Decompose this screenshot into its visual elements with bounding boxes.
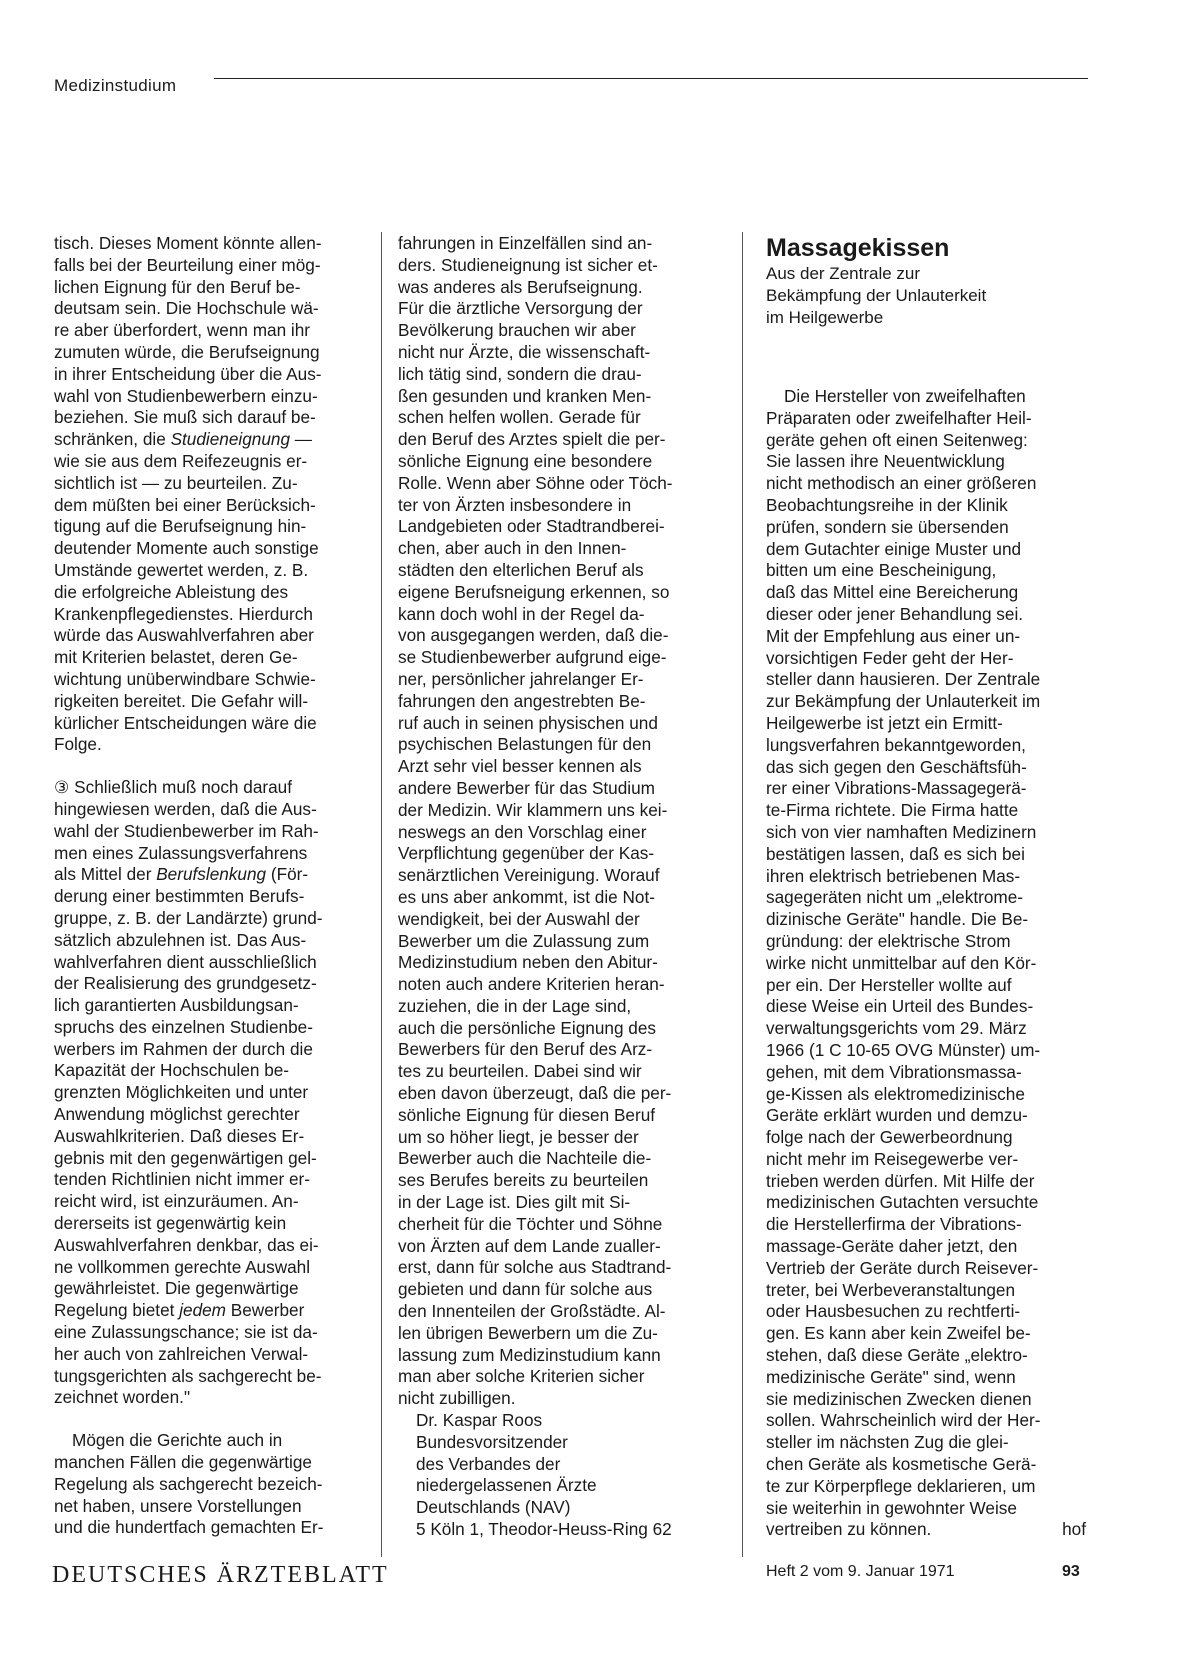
text-span: ③ Schließlich muß noch darauf hingewiesen werden, daß die Aus- wahl der Studienbewerber im Rah- men eines Zulassungsverfahrens als Mittel der — [54, 777, 319, 885]
paragraph-gap — [54, 756, 372, 777]
column-1-paragraph-2 — [54, 777, 372, 1409]
column-2 — [398, 233, 718, 1541]
column-1 — [54, 233, 372, 1539]
emphasis-text: jedem — [179, 1300, 226, 1321]
article-subtitle: Aus der Zentrale zur Bekämpfung der Unlauterkeit im Heilgewerbe — [766, 264, 987, 327]
article-body: Die Hersteller von zweifelhaften Präparaten oder zweifelhafter Heil- geräte gehen oft einen Seitenweg: Sie lassen ihre Neuentwicklung nicht methodisch an einer größeren Beobachtungsreihe in der Klinik prüfen, sondern sie übersenden dem Gutachter einige Muster und bitten um eine Bescheinigung, daß das Mittel eine Bereicherung dieser oder jener Behandlung sei. Mit der Empfehlung aus einer un- vorsichtigen Feder geht der Her- steller dann hausieren. Der Zentrale zur Bekämpfung der Unlauterkeit im Heilgewerbe ist jetzt ein Ermitt- lungsverfahren bekanntgeworden, das sich gegen den Geschäftsfüh- rer einer Vibrations-Massagegerä- te-Firma richtete. Die Firma hatte sich von vier namhaften Medizinern bestätigen lassen, daß es sich bei ihren elektrisch betriebenen Mas- sagegeräten nicht um „elektrome- dizinische Geräte" handle. Die Be- gründung: der elektrische Strom wirke nicht unmittelbar auf den Kör- per ein. Der Hersteller wollte auf diese Weise ein Urteil des Bundes- verwaltungsgerichts vom 29. März 1966 (1 C 10-65 OVG Münster) um- gehen, mit dem Vibrationsmassa- ge-Kissen als elektromedizinische Geräte erklärt wurden und demzu- folge nach der Gewerbeordnung nicht mehr im Reisegewerbe ver- trieben werden dürfen. Mit Hilfe der medizinischen Gutachten versuchte die Herstellerfirma der Vibrations- massage-Geräte daher jetzt, den Vertrieb der Geräte durch Reisever- treter, bei Werbeveranstaltungen oder Hausbesuchen zu rechtferti- gen. Es kann aber kein Zweifel be- stehen, daß diese Geräte „elektro- medizinische Geräte" sind, wenn sie medizinischen Zwecken dienen sollen. Wahrscheinlich wird der Her- steller im nächsten Zug die glei- chen Geräte als kosmetische Gerä- te zur Körperpflege deklarieren, um sie weiterhin in gewohnter Weise vertreiben zu können. — [766, 386, 1041, 1540]
page-number: 93 — [1062, 1563, 1080, 1580]
paragraph-gap — [54, 1409, 372, 1430]
journal-name: DEUTSCHES ÄRZTEBLATT — [52, 1562, 389, 1588]
header-rule — [214, 78, 1088, 79]
text-span: — wie sie aus dem Reifezeugnis er- sichtlich ist — zu beurteilen. Zu- dem müßten bei einer Berücksich- tigung auf die Berufseignung hin- deutender Momente auch sonstige Umstände gewertet werden, z. B. die erfolgreiche Ableistung des Krankenpflegedienstes. Hierdurch würde das Auswahlverfahren aber mit Kriterien belastet, deren Ge- wichtung unüberwindbare Schwie- rigkeiten bereitet. Die Gefahr will- kürlicher Entscheidungen wäre die Folge. — [54, 429, 319, 755]
emphasis-text: Berufslenkung — [156, 864, 267, 885]
section-header: Medizinstudium — [54, 76, 177, 95]
column-rule — [381, 232, 382, 1557]
column-1-paragraph-1 — [54, 233, 372, 756]
emphasis-text: Studieneignung — [170, 429, 291, 450]
text-span: tisch. Dieses Moment könnte allen- falls bei der Beurteilung einer mög- lichen Eignung für den Beruf be- deutsam sein. Die Hochschule wä- re aber überfordert, wenn man ihr zumuten würde, die Berufseignung in ihrer Entscheidung über die Aus- wahl von Studienbewerbern einzu- beziehen. Sie muß sich darauf be- schränken, die — [54, 233, 322, 450]
text-span: (För- derung einer bestimmten Berufs- gruppe, z. B. der Landärzte) grund- sätzlich abzulehnen ist. Das Aus- wahlverfahren dient ausschließlich der Realisierung des grundgesetz- lich garantierten Ausbildungsan- spruchs des einzelnen Studienbe- werbers im Rahmen der durch die Kapazität der Hochschulen be- grenzten Möglichkeiten und unter Anwendung möglichst gerechter Auswahlkriterien. Daß dieses Er- gebnis mit den gegenwärtigen gel- tenden Richtlinien nicht immer er- reicht wird, ist einzuräumen. An- dererseits ist gegenwärtig kein Auswahlverfahren denkbar, das ei- ne vollkommen gerechte Auswahl gewährleistet. Die gegenwärtige Regelung bietet — [54, 864, 323, 1321]
column-3 — [766, 233, 1086, 1541]
column-1-paragraph-3: Mögen die Gerichte auch in manchen Fällen die gegenwärtige Regelung als sachgerecht bezeich- net haben, unsere Vorstellungen und die hundertfach gemachten Er- — [54, 1430, 324, 1538]
column-2-paragraph-1: fahrungen in Einzelfällen sind an- ders. Studieneignung ist sicher et- was anderes als Berufseignung. Für die ärztliche Versorgung der Bevölkerung brauchen wir aber nicht nur Ärzte, die wissenschaft- lich tätig sind, sondern die drau- ßen gesunden und kranken Men- schen helfen wollen. Gerade für den Beruf des Arztes spielt die per- sönliche Eignung eine besondere Rolle. Wenn aber Söhne oder Töch- ter von Ärzten insbesondere in Landgebieten oder Stadtrandberei- chen, aber auch in den Innen- städten den elterlichen Beruf als eigene Berufsneigung erkennen, so kann doch wohl in der Regel da- von ausgegangen werden, daß die- se Studienbewerber aufgrund eige- ner, persönlicher jahrelanger Er- fahrungen den angestrebten Be- ruf auch in seinen physischen und psychischen Belastungen für den Arzt sehr viel besser kennen als andere Bewerber für das Studium der Medizin. Wir klammern uns kei- neswegs an den Vorschlag einer Verpflichtung gegenüber der Kas- senärztlichen Vereinigung. Worauf es uns aber ankommt, ist die Not- wendigkeit, bei der Auswahl der Bewerber um die Zulassung zum Medizinstudium neben den Abitur- noten auch andere Kriterien heran- zuziehen, die in der Lage sind, auch die persönliche Eignung des Bewerbers für den Beruf des Arz- tes zu beurteilen. Dabei sind wir eben davon überzeugt, daß die per- sönliche Eignung für diesen Beruf um so höher liegt, je besser der Bewerber auch die Nachteile die- ses Berufes bereits zu beurteilen in der Lage ist. Dies gilt mit Si- cherheit für die Töchter und Söhne von Ärzten auf dem Lande zualler- erst, dann für solche aus Stadtrand- gebieten und dann für solche aus den Innenteilen der Großstädte. Al- len übrigen Bewerbern um die Zu- lassung zum Medizinstudium kann man aber solche Kriterien sicher nicht zubilligen. — [398, 233, 673, 1409]
text-span: Bewerber eine Zulassungschance; sie ist da- her auch von zahlreichen Verwal- tungsgerichten als sachgerecht be- zeichnet worden." — [54, 1300, 322, 1408]
column-rule — [742, 232, 743, 1557]
issue-info: Heft 2 vom 9. Januar 1971 — [766, 1563, 955, 1580]
article-author: hof — [1062, 1519, 1086, 1540]
author-signature: Dr. Kaspar Roos Bundesvorsitzender des Verbandes der niedergelassenen Ärzte Deutschlands (NAV) 5 Köln 1, Theodor-Heuss-Ring 62 — [416, 1410, 672, 1540]
article-title: Massagekissen — [766, 234, 950, 262]
